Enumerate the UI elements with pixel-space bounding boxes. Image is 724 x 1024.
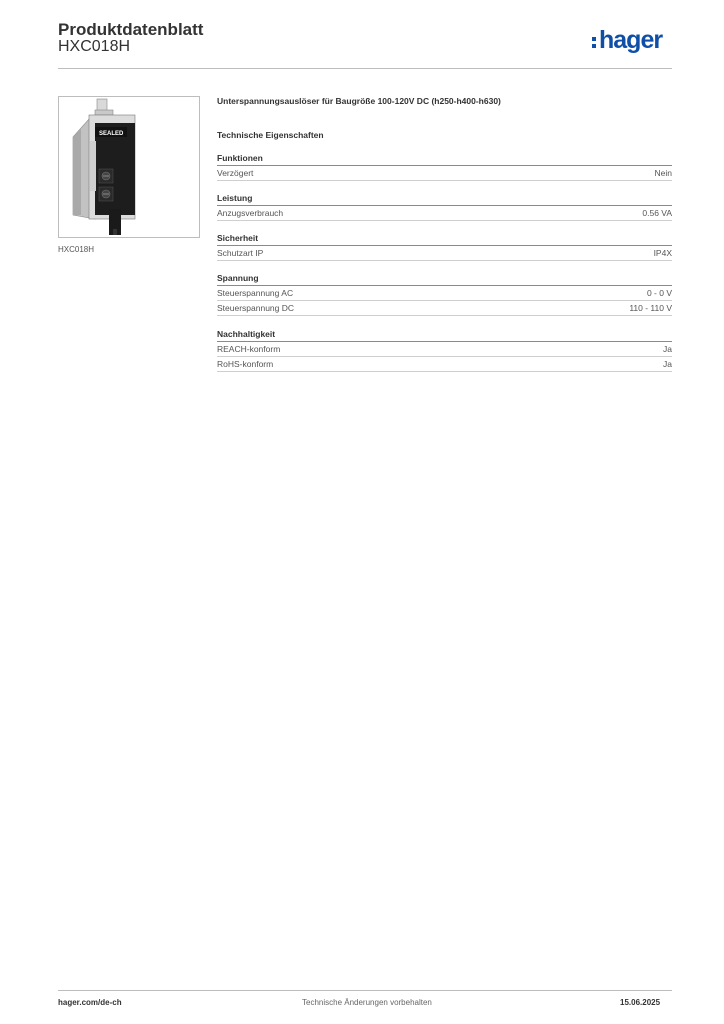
logo-text: hager xyxy=(599,26,663,54)
row-value: 110 - 110 V xyxy=(629,303,672,313)
image-caption: HXC018H xyxy=(58,245,95,254)
section-heading: Spannung xyxy=(217,273,672,286)
section-heading: Nachhaltigkeit xyxy=(217,329,672,342)
row-label: Verzögert xyxy=(217,168,254,178)
table-row xyxy=(217,246,672,261)
table-row xyxy=(217,301,672,316)
section-nachhaltigkeit xyxy=(217,329,672,372)
row-label: RoHS-konform xyxy=(217,359,274,369)
section-heading: Funktionen xyxy=(217,153,672,166)
row-value: IP4X xyxy=(653,248,672,258)
hager-logo xyxy=(592,26,676,58)
header-divider xyxy=(58,68,672,69)
row-label: Steuerspannung AC xyxy=(217,288,294,298)
section-heading: Leistung xyxy=(217,193,672,206)
section-spannung xyxy=(217,273,672,316)
section-sicherheit xyxy=(217,233,672,261)
row-value: Ja xyxy=(663,344,672,354)
table-row xyxy=(217,357,672,372)
row-value: 0 - 0 V xyxy=(646,288,672,298)
row-value: 0.56 VA xyxy=(642,208,672,218)
table-row xyxy=(217,206,672,221)
row-value: Ja xyxy=(663,359,672,369)
footer-disclaimer: Technische Änderungen vorbehalten xyxy=(302,998,432,1007)
table-row xyxy=(217,166,672,181)
product-code: HXC018H xyxy=(58,38,131,55)
sealed-label: SEALED xyxy=(99,131,124,137)
product-image xyxy=(58,96,200,238)
datasheet-content xyxy=(217,96,672,372)
row-label: REACH-konform xyxy=(217,344,281,354)
row-value: Nein xyxy=(654,168,672,178)
row-label: Schutzart IP xyxy=(217,248,264,258)
footer-date: 15.06.2025 xyxy=(620,998,661,1007)
footer-website-link[interactable]: hager.com/de-ch xyxy=(58,998,122,1007)
product-photo-icon xyxy=(59,97,199,237)
page-title: Produktdatenblatt xyxy=(58,20,204,39)
section-funktionen xyxy=(217,153,672,181)
section-heading: Sicherheit xyxy=(217,233,672,246)
section-leistung xyxy=(217,193,672,221)
row-label: Anzugsverbrauch xyxy=(217,208,284,218)
table-row xyxy=(217,342,672,357)
product-description: Unterspannungsauslöser für Baugröße 100-120V DC (h250-h400-h630) xyxy=(217,96,501,106)
footer-divider xyxy=(58,990,672,991)
table-row xyxy=(217,286,672,301)
row-label: Steuerspannung DC xyxy=(217,303,295,313)
logo-dots-icon xyxy=(592,37,596,51)
tech-properties-title: Technische Eigenschaften xyxy=(217,130,324,140)
